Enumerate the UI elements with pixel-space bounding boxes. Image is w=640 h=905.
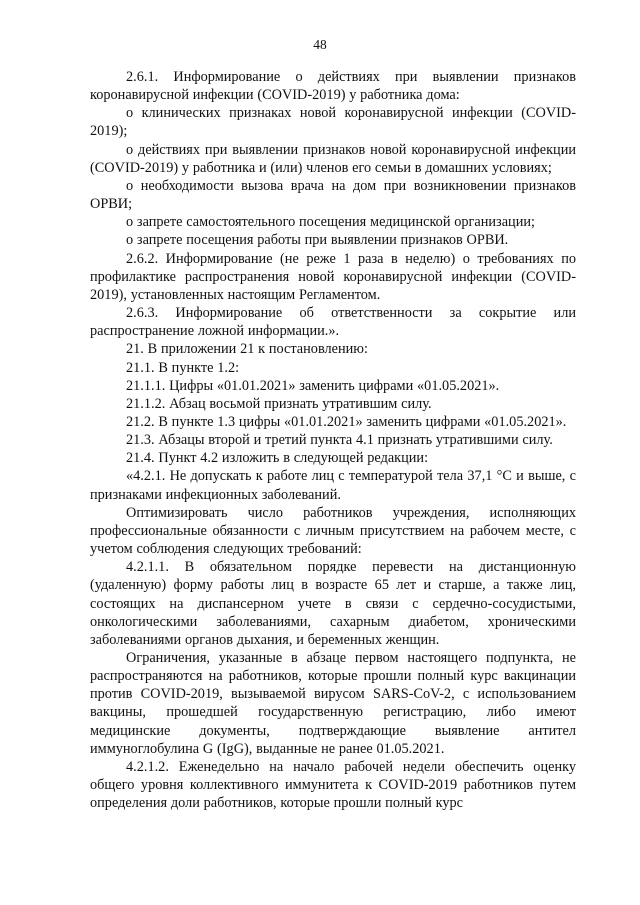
paragraph-2-6-2: 2.6.2. Информирование (не реже 1 раза в неделю) о требованиях по профилактике распространения новой коронавирусной инфекции (COVID-2019), установленных настоящим Регламентом.	[90, 250, 576, 303]
paragraph-21-1-2: 21.1.2. Абзац восьмой признать утратившим силу.	[126, 395, 432, 412]
paragraph-4-2-1-1: 4.2.1.1. В обязательном порядке перевести на дистанционную (удаленную) форму работы лиц в возрасте 65 лет и старше, а также лиц, состоящих на диспансерном учете в связи с сердечно-сосудистыми, онкологическими заболеваниями, сахарным диабетом, хроническими заболеваниями органов дыхания, и беременных женщин.	[90, 559, 576, 648]
paragraph-21: 21. В приложении 21 к постановлению:	[126, 341, 368, 358]
paragraph-doctor-call: о необходимости вызова врача на дом при возникновении признаков ОРВИ;	[90, 177, 576, 213]
document-body	[90, 68, 576, 812]
paragraph-21-3: 21.3. Абзацы второй и третий пункта 4.1 признать утратившими силу.	[126, 432, 553, 449]
paragraph-21-2: 21.2. В пункте 1.3 цифры «01.01.2021» заменить цифрами «01.05.2021».	[126, 413, 567, 430]
paragraph-21-1-1: 21.1.1. Цифры «01.01.2021» заменить цифрами «01.05.2021».	[126, 377, 500, 394]
paragraph-actions-at-home: о действиях при выявлении признаков новой коронавирусной инфекции (COVID-2019) у работника и (или) членов его семьи в домашних условиях;	[90, 141, 576, 176]
paragraph-self-visit-ban: о запрете самостоятельного посещения медицинской организации;	[126, 214, 535, 231]
paragraph-2-6-1: 2.6.1. Информирование о действиях при выявлении признаков коронавирусной инфекции (COVID-2019) у работника дома:	[90, 69, 576, 104]
paragraph-21-4: 21.4. Пункт 4.2 изложить в следующей редакции:	[126, 450, 429, 467]
paragraph-optimize-staff: Оптимизировать число работников учреждения, исполняющих профессиональные обязанности с личным присутствием на рабочем месте, с учетом соблюдения следующих требований:	[90, 504, 576, 558]
paragraph-restrictions: Ограничения, указанные в абзаце первом настоящего подпункта, не распространяются на работников, которые прошли полный курс вакцинации против COVID-2019, вызываемой вирусом SARS-CoV-2, с использованием вакцины, прошедшей государственную регистрацию, либо имеют медицинские документы, подтверждающие выявление антител иммуноглобулина G (IgG), выданные не ранее 01.05.2021.	[90, 650, 576, 757]
paragraph-4-2-1-2: 4.2.1.2. Еженедельно на начало рабочей недели обеспечить оценку общего уровня коллективного иммунитета к COVID-2019 работников путем определения доли работников, которые прошли полный курс	[90, 758, 576, 812]
paragraph-2-6-3: 2.6.3. Информирование об ответственности за сокрытие или распространение ложной информации.».	[90, 305, 576, 340]
paragraph-clinical-signs: о клинических признаках новой коронавирусной инфекции (COVID-2019);	[90, 105, 576, 140]
page-number: 48	[313, 37, 327, 52]
paragraph-21-1: 21.1. В пункте 1.2:	[126, 359, 240, 376]
paragraph-4-2-1: «4.2.1. Не допускать к работе лиц с температурой тела 37,1 °С и выше, с признаками инфекционных заболеваний.	[90, 468, 576, 503]
paragraph-work-visit-ban: о запрете посещения работы при выявлении признаков ОРВИ.	[126, 232, 509, 249]
